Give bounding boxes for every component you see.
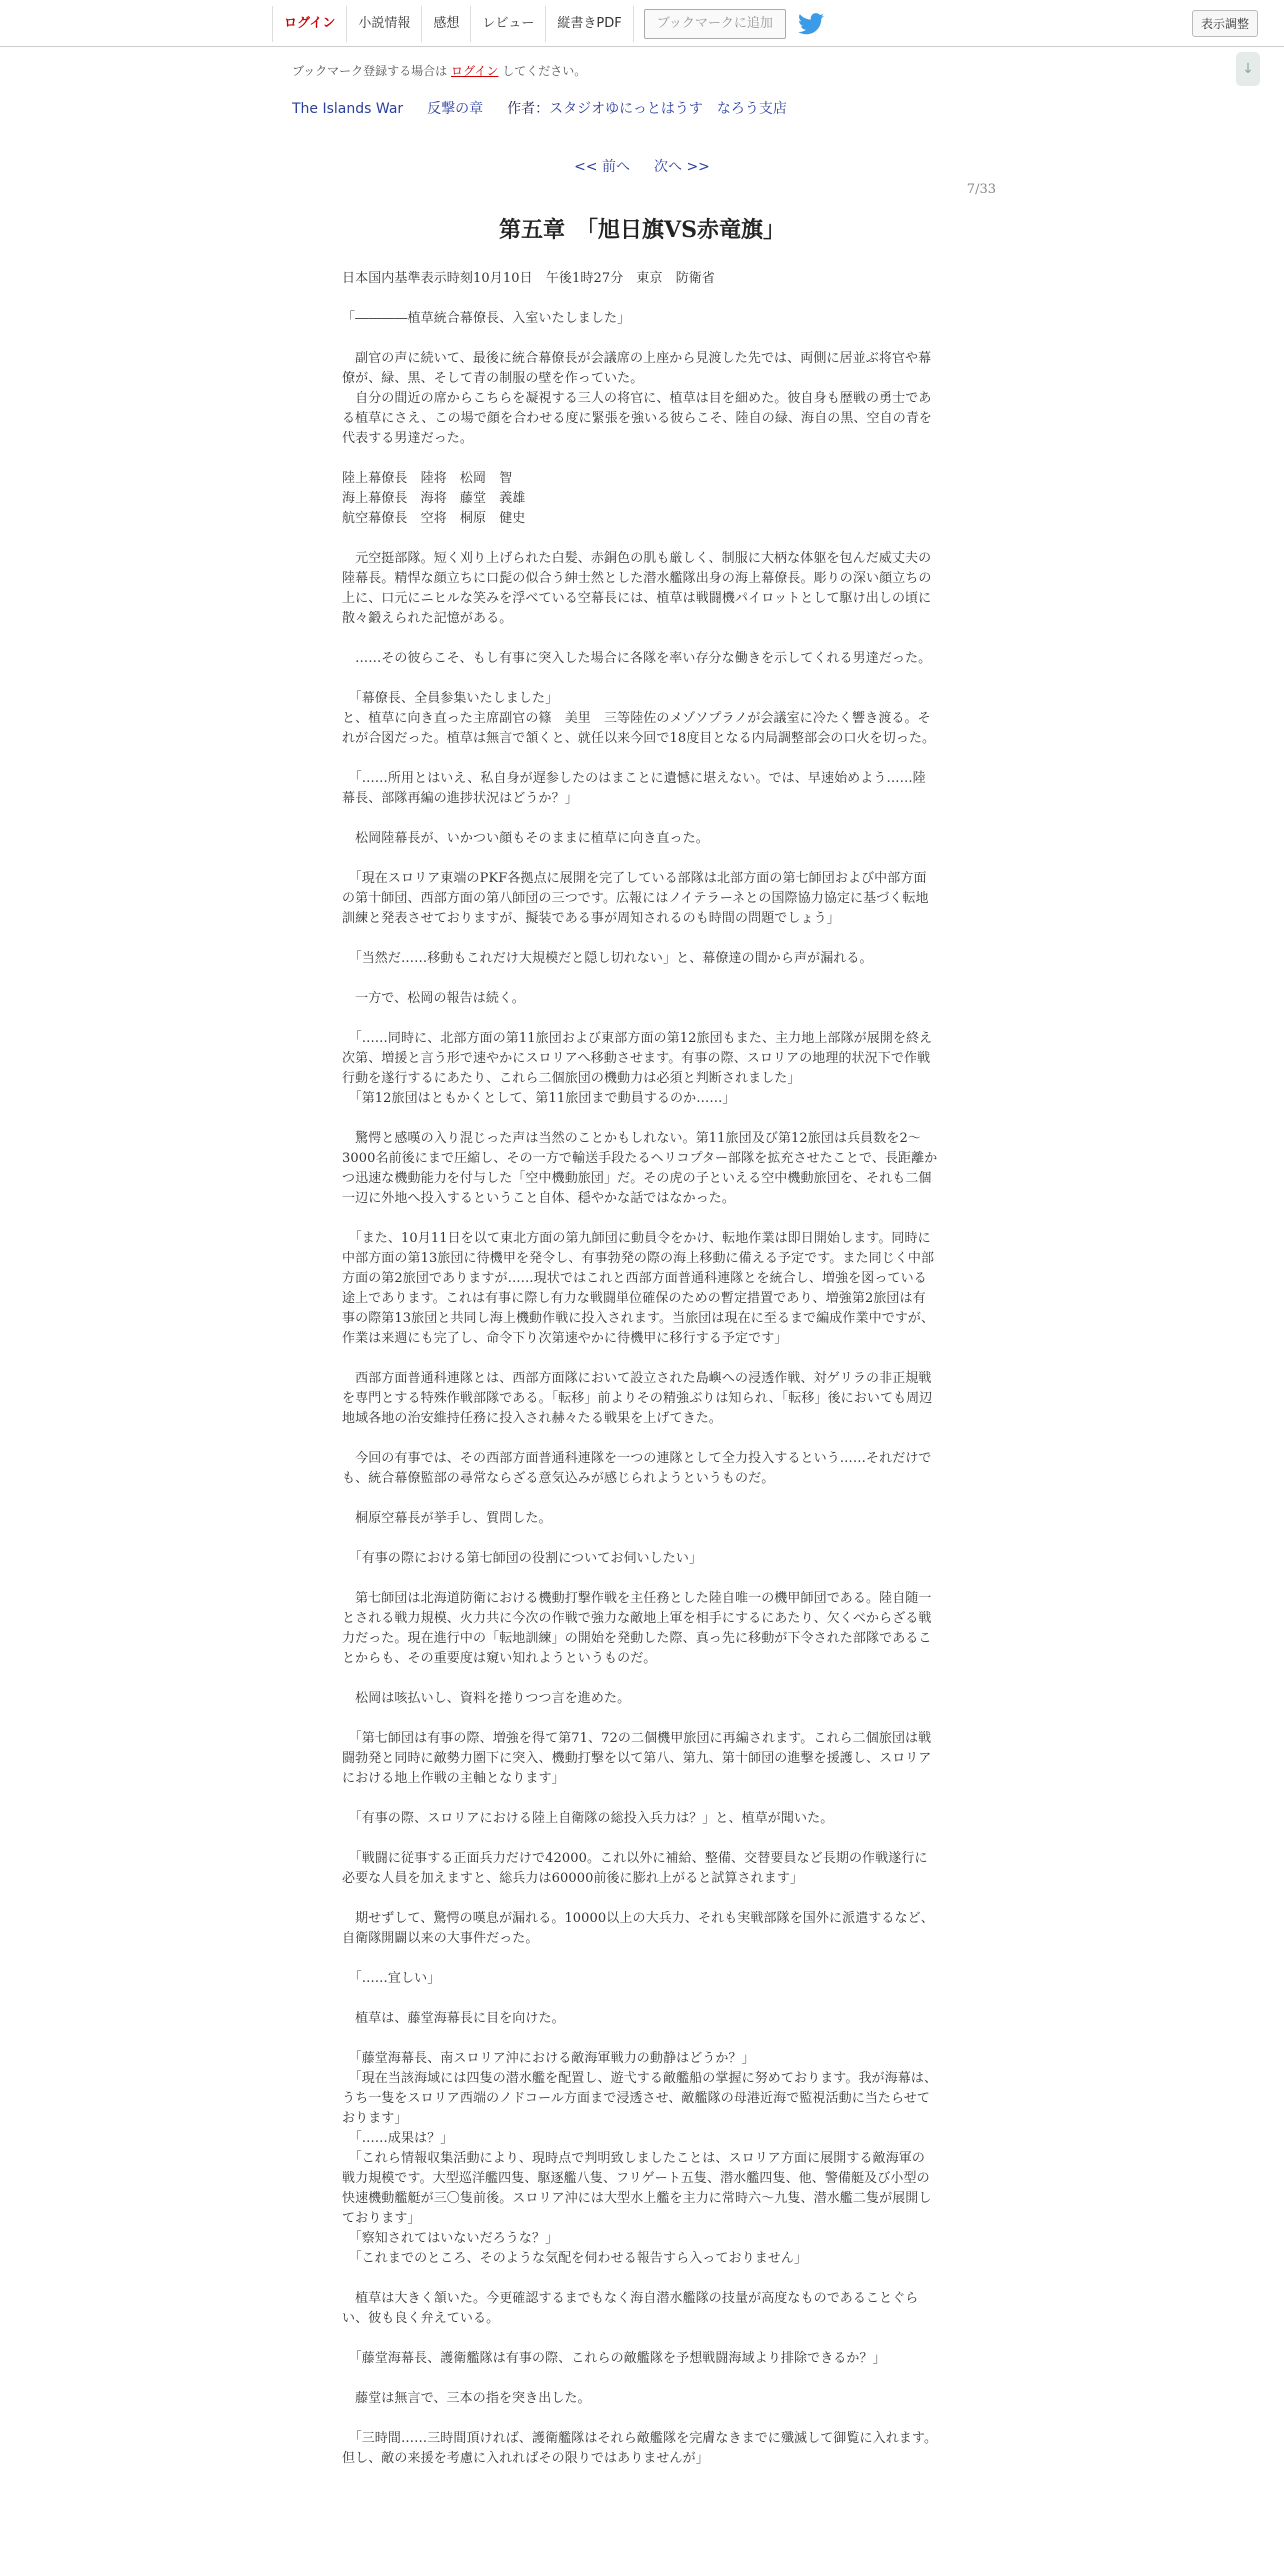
notice-text-after: してください。 <box>502 64 587 78</box>
blank-line <box>342 849 938 869</box>
main-nav <box>272 6 824 42</box>
blank-line <box>342 449 938 469</box>
body-paragraph: 陸上幕僚長 陸将 松岡 智 <box>342 471 513 486</box>
body-paragraph: 「第12旅団はともかくとして、第11旅団まで動員するのか……」 <box>342 1091 736 1106</box>
prev-chapter-link[interactable]: << 前へ <box>574 159 630 175</box>
blank-line <box>342 329 938 349</box>
body-paragraph: 「これまでのところ、そのような気配を伺わせる報告すら入っておりません」 <box>342 2251 808 2266</box>
arc-title-link[interactable]: 反撃の章 <box>427 101 484 117</box>
novel-info-link[interactable]: 小説情報 <box>347 6 422 42</box>
notice-text-before: ブックマーク登録する場合は <box>292 64 448 78</box>
blank-line <box>342 1349 938 1369</box>
body-paragraph: 今回の有事では、その西部方面普通科連隊を一つの連隊として全力投入するという……それだけでも、統合幕僚監部の尋常ならざる意気込みが感じられようというものだ。 <box>342 1451 932 1486</box>
body-paragraph: 「現在スロリア東端のPKF各拠点に展開を完了している部隊は北部方面の第七師団および中部方面の第十師団、西部方面の第八師団の三つです。広報にはノイテラーネとの国際協力協定に基づく転地訓練と発表させておりますが、擬装である事が周知されるのも時間の問題でしょう」 <box>342 871 929 926</box>
blank-line <box>342 1669 938 1689</box>
blank-line <box>342 749 938 769</box>
body-paragraph: 「……宜しい」 <box>342 1971 441 1986</box>
body-paragraph: ……その彼らこそ、もし有事に突入した場合に各隊を率い存分な働きを示してくれる男達だった。 <box>342 651 932 666</box>
body-paragraph: 「幕僚長、全員参集いたしました」 <box>342 691 559 706</box>
body-paragraph: 「有事の際における第七師団の役割についてお伺いしたい」 <box>342 1551 703 1566</box>
review-link[interactable]: レビュー <box>471 6 546 42</box>
login-link[interactable]: ログイン <box>272 6 347 42</box>
blank-line <box>342 289 938 309</box>
body-paragraph: 「……同時に、北部方面の第11旅団および東部方面の第12旅団もまた、主力地上部隊が展開を終え次第、増援と言う形で速やかにスロリアへ移動させます。有事の際、スロリアの地理的状況下で作戦行動を遂行するにあたり、これら二個旅団の機動力は必須と判断されました」 <box>342 1031 933 1086</box>
body-paragraph: 「現在当該海域には四隻の潜水艦を配置し、遊弋する敵艦船の掌握に努めております。我が海幕は、うち一隻をスロリア西端のノドコール方面まで浸透させ、敵艦隊の母港近海で監視活動に当たらせております」 <box>342 2071 938 2126</box>
bookmark-login-notice <box>292 62 586 79</box>
body-paragraph: 第七師団は北海道防衛における機動打撃作戦を主任務とした陸自唯一の機甲師団である。陸自随一とされる戦力規模、火力共に今次の作戦で強力な敵地上軍を相手にするにあたり、欠くべからざる戦力だった。現在進行中の「転地訓練」の開始を発動した際、真っ先に移動が下令された部隊であることからも、その重要度は窺い知れようというものだ。 <box>342 1591 932 1666</box>
vertical-pdf-link[interactable]: 縦書きPDF <box>546 6 633 42</box>
blank-line <box>342 1789 938 1809</box>
blank-line <box>342 1209 938 1229</box>
body-paragraph: 「有事の際、スロリアにおける陸上自衛隊の総投入兵力は？」と、植草が聞いた。 <box>342 1811 834 1826</box>
body-paragraph: と、植草に向き直った主席副官の篠 美里 三等陸佐のメゾソプラノが会議室に冷たく響き渡る。それが合図だった。植草は無言で頷くと、就任以来今回で18度目となる内局調整部会の口火を切った。 <box>342 711 936 746</box>
body-paragraph: 「……所用とはいえ、私自身が遅参したのはまことに遺憾に堪えない。では、早速始めよう……陸幕長、部隊再編の進捗状況はどうか？」 <box>342 771 926 806</box>
display-settings-button[interactable]: 表示調整 <box>1192 10 1258 37</box>
blank-line <box>342 1529 938 1549</box>
body-paragraph: 自分の間近の席からこちらを凝視する三人の将官に、植草は目を細めた。彼自身も歴戦の勇士である植草にさえ、この場で顔を合わせる度に緊張を強いる彼らこそ、陸自の緑、海自の黒、空自の青を代表する男達だった。 <box>342 391 933 446</box>
blank-line <box>342 929 938 949</box>
body-paragraph: 「また、10月11日を以て東北方面の第九師団に動員令をかけ、転地作業は即日開始します。同時に中部方面の第13旅団に待機甲を発令し、有事勃発の際の海上移動に備える予定です。また同じく中部方面の第2旅団でありますが……現状ではこれと西部方面普通科連隊とを統合し、増強を図っている途上であります。これは有事に際し有力な戦闘単位確保のための暫定措置であり、増強第2旅団は有事の際第13旅団と共同し海上機動作戦に投入されます。当旅団は現在に至るまで編成作業中ですが、作業は来週にも完了し、命令下り次第速やかに待機甲に移行する予定です」 <box>342 1231 935 1346</box>
body-paragraph: 「藤堂海幕長、護衛艦隊は有事の際、これらの敵艦隊を予想戦闘海域より排除できるか？」 <box>342 2351 886 2366</box>
body-paragraph: 「藤堂海幕長、南スロリア沖における敵海軍戦力の動静はどうか？」 <box>342 2051 755 2066</box>
body-paragraph: 「戦闘に従事する正面兵力だけで42000。これ以外に補給、整備、交替要員など長期の作戦遂行に必要な人員を加えますと、総兵力は60000前後に膨れ上がると試算されます」 <box>342 1851 928 1886</box>
blank-line <box>342 1569 938 1589</box>
blank-line <box>342 1009 938 1029</box>
next-chapter-link[interactable]: 次へ >> <box>654 159 710 175</box>
blank-line <box>342 529 938 549</box>
blank-line <box>342 2369 938 2389</box>
body-paragraph: 「……成果は？」 <box>342 2131 454 2146</box>
impressions-link[interactable]: 感想 <box>422 6 471 42</box>
blank-line <box>342 1429 938 1449</box>
body-paragraph: 「当然だ……移動もこれだけ大規模だと隠し切れない」と、幕僚達の間から声が漏れる。 <box>342 951 873 966</box>
body-paragraph: 「これら情報収集活動により、現時点で判明致しましたことは、スロリア方面に展開する敵海軍の戦力規模です。大型巡洋艦四隻、駆逐艦八隻、フリゲート五隻、潜水艦四隻、他、警備艇及び小型の快速機動艦艇が三〇隻前後。スロリア沖には大型水上艦を主力に常時六～九隻、潜水艦二隻が展開しております」 <box>342 2151 932 2226</box>
body-paragraph: 日本国内基準表示時刻10月10日 午後1時27分 東京 防衛省 <box>342 271 715 286</box>
top-navigation-bar <box>0 0 1284 47</box>
body-paragraph: 期せずして、驚愕の嘆息が漏れる。10000以上の大兵力、それも実戦部隊を国外に派遣するなど、自衛隊開闢以来の大事件だった。 <box>342 1911 934 1946</box>
twitter-bird-icon[interactable] <box>798 12 824 36</box>
chapter-title: 第五章 「旭日旗VS赤竜旗」 <box>499 217 785 243</box>
body-paragraph: 「第七師団は有事の際、増強を得て第71、72の二個機甲旅団に再編されます。これら二個旅団は戦闘勃発と同時に敵勢力圏下に突入、機動打撃を以て第八、第九、第十師団の進撃を援護し、スロリアにおける地上作戦の主軸となります」 <box>342 1731 932 1786</box>
body-paragraph: 松岡陸幕長が、いかつい顔もそのままに植草に向き直った。 <box>342 831 709 846</box>
body-paragraph: 西部方面普通科連隊とは、西部方面隊において設立された島嶼への浸透作戦、対ゲリラの非正規戦を専門とする特殊作戦部隊である。「転移」前よりその精強ぶりは知られ、「転移」後においても周辺地域各地の治安維持任務に投入され赫々たる戦果を上げてきた。 <box>342 1371 933 1426</box>
blank-line <box>342 2409 938 2429</box>
series-title-link[interactable]: The Islands War <box>292 101 404 117</box>
blank-line <box>342 2269 938 2289</box>
blank-line <box>342 1709 938 1729</box>
body-paragraph: 「三時間……三時間頂ければ、護衛艦隊はそれら敵艦隊を完膚なきまでに殲滅して御覧に入れます。但し、敵の来援を考慮に入れればその限りではありませんが」 <box>342 2431 938 2466</box>
author-label: 作者： <box>507 101 550 117</box>
author-link[interactable]: スタジオゆにっとはうす なろう支店 <box>549 101 787 117</box>
body-paragraph: 「――――植草統合幕僚長、入室いたしました」 <box>342 311 631 326</box>
blank-line <box>342 1829 938 1849</box>
blank-line <box>342 809 938 829</box>
body-paragraph: 航空幕僚長 空将 桐原 健史 <box>342 511 526 526</box>
body-paragraph: 一方で、松岡の報告は続く。 <box>342 991 525 1006</box>
chapter-pager <box>0 156 1284 176</box>
body-paragraph: 驚愕と感嘆の入り混じった声は当然のことかもしれない。第11旅団及び第12旅団は兵員数を2～3000名前後にまで圧縮し、その一方で輸送手段たるヘリコプター部隊を拡充させたことで、長距離かつ迅速な機動能力を付与した「空中機動旅団」だ。その虎の子といえる空中機動旅団を、それも二個一辺に外地へ投入するということ自体、穏やかな話ではなかった。 <box>342 1131 938 1206</box>
notice-login-link[interactable]: ログイン <box>451 64 499 78</box>
body-paragraph: 植草は大きく頷いた。今更確認するまでもなく海自潜水艦隊の技量が高度なものであることぐらい、彼も良く弁えている。 <box>342 2291 919 2326</box>
blank-line <box>342 1489 938 1509</box>
body-paragraph: 「察知されてはいないだろうな？」 <box>342 2231 559 2246</box>
add-bookmark-button[interactable]: ブックマークに追加 <box>644 9 786 39</box>
blank-line <box>342 1109 938 1129</box>
body-paragraph: 植草は、藤堂海幕長に目を向けた。 <box>342 2011 565 2026</box>
blank-line <box>342 2029 938 2049</box>
body-paragraph: 副官の声に続いて、最後に統合幕僚長が会議席の上座から見渡した先では、両側に居並ぶ将官や幕僚が、緑、黒、そして青の制服の壁を作っていた。 <box>342 351 932 386</box>
blank-line <box>342 969 938 989</box>
blank-line <box>342 1889 938 1909</box>
body-paragraph: 松岡は咳払いし、資料を捲りつつ言を進めた。 <box>342 1691 631 1706</box>
novel-body <box>342 269 938 2469</box>
blank-line <box>342 2329 938 2349</box>
body-paragraph: 元空挺部隊。短く刈り上げられた白髪、赤銅色の肌も厳しく、制服に大柄な体躯を包んだ威丈夫の陸幕長。精悍な顔立ちに口髭の似合う紳士然とした潜水艦隊出身の海上幕僚長。彫りの深い顔立ちの上に、口元にニヒルな笑みを浮べている空幕長には、植草は戦闘機パイロットとして駆け出しの頃に散々鍛えられた記憶がある。 <box>342 551 932 626</box>
blank-line <box>342 629 938 649</box>
series-info <box>292 98 787 118</box>
body-paragraph: 藤堂は無言で、三本の指を突き出した。 <box>342 2391 591 2406</box>
scroll-down-button[interactable]: ↓ <box>1236 52 1260 86</box>
blank-line <box>342 1949 938 1969</box>
body-paragraph: 桐原空幕長が挙手し、質問した。 <box>342 1511 552 1526</box>
blank-line <box>342 1989 938 2009</box>
blank-line <box>342 669 938 689</box>
chapter-counter: 7/33 <box>966 182 996 197</box>
body-paragraph: 海上幕僚長 海将 藤堂 義雄 <box>342 491 526 506</box>
